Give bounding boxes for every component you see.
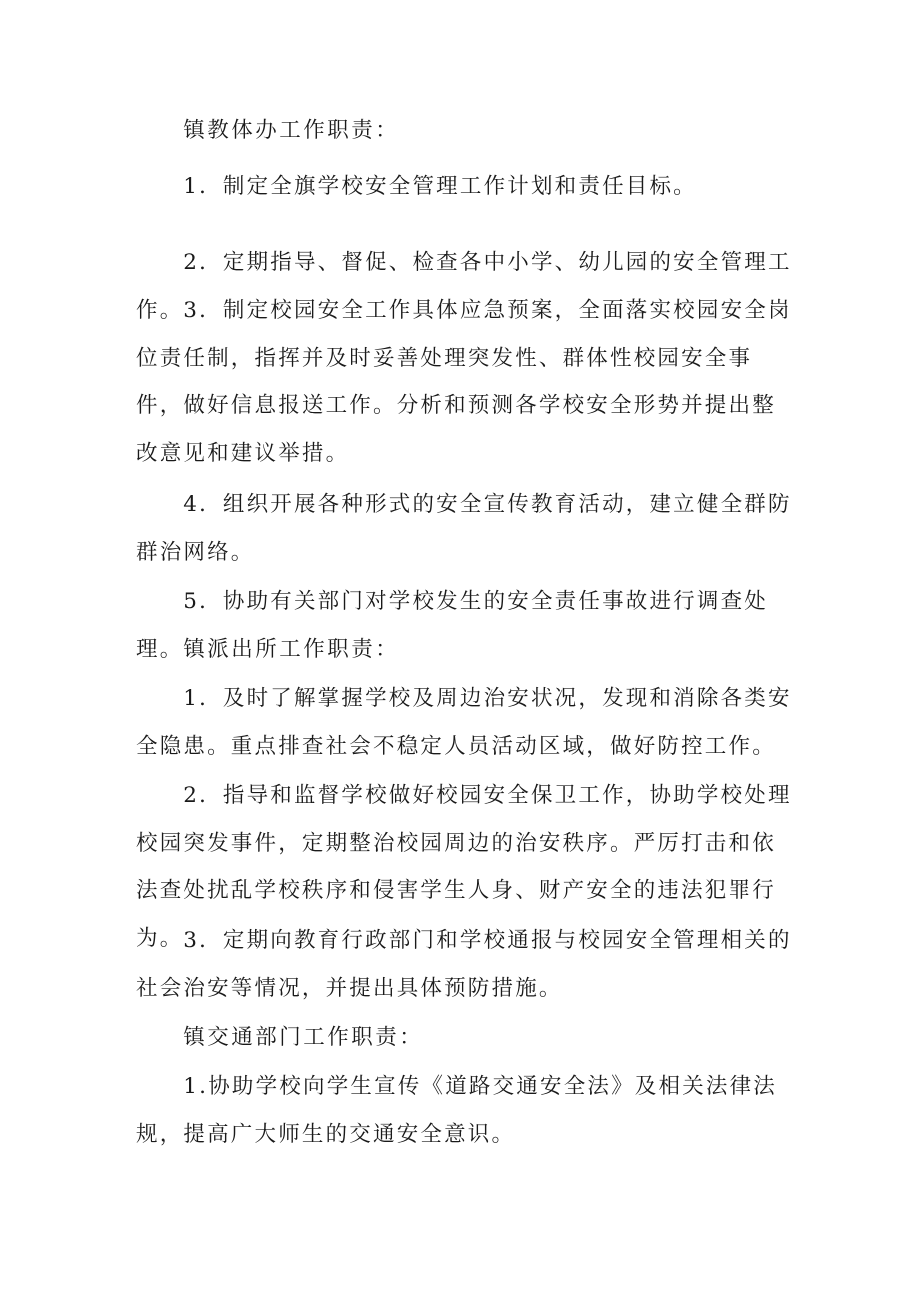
paragraph-police-1: 1．及时了解掌握学校及周边治安状况，发现和消除各类安全隐患。重点排查社会不稳定人员活动区域，做好防控工作。 bbox=[136, 686, 792, 759]
paragraph-education-4: 4．组织开展各种形式的安全宣传教育活动，建立健全群防群治网络。 bbox=[136, 492, 792, 565]
paragraph-education-2: 2．定期指导、督促、检查各中小学、幼儿园的安全管理工作。 bbox=[136, 250, 792, 323]
paragraph-education-5: 5．协助有关部门对学校发生的安全责任事故进行调查处理。 bbox=[136, 589, 768, 662]
paragraph-police-3: 3．定期向教育行政部门和学校通报与校园安全管理相关的社会治安等情况，并提出具体预防措施。 bbox=[136, 928, 792, 1001]
paragraph-education-1: 1．制定全旗学校安全管理工作计划和责任目标。 bbox=[183, 174, 697, 199]
heading-traffic-department: 镇交通部门工作职责： bbox=[183, 1025, 424, 1050]
paragraph-education-3: 3．制定校园安全工作具体应急预案，全面落实校园安全岗位责任制，指挥并及时妥善处理突发性、群体性校园安全事件，做好信息报送工作。分析和预测各学校安全形势并提出整改意见和建议举措。 bbox=[136, 298, 792, 466]
heading-police-station: 镇派出所工作职责： bbox=[183, 637, 400, 662]
paragraph-police-2: 2．指导和监督学校做好校园安全保卫工作，协助学校处理校园突发事件，定期整治校园周边的治安秩序。严厉打击和依法查处扰乱学校秩序和侵害学生人身、财产安全的违法犯罪行为。 bbox=[136, 783, 792, 951]
paragraph-traffic-1: 1.协助学校向学生宣传《道路交通安全法》及相关法律法规，提高广大师生的交通安全意识。 bbox=[136, 1074, 778, 1147]
heading-education-office: 镇教体办工作职责： bbox=[183, 118, 400, 143]
